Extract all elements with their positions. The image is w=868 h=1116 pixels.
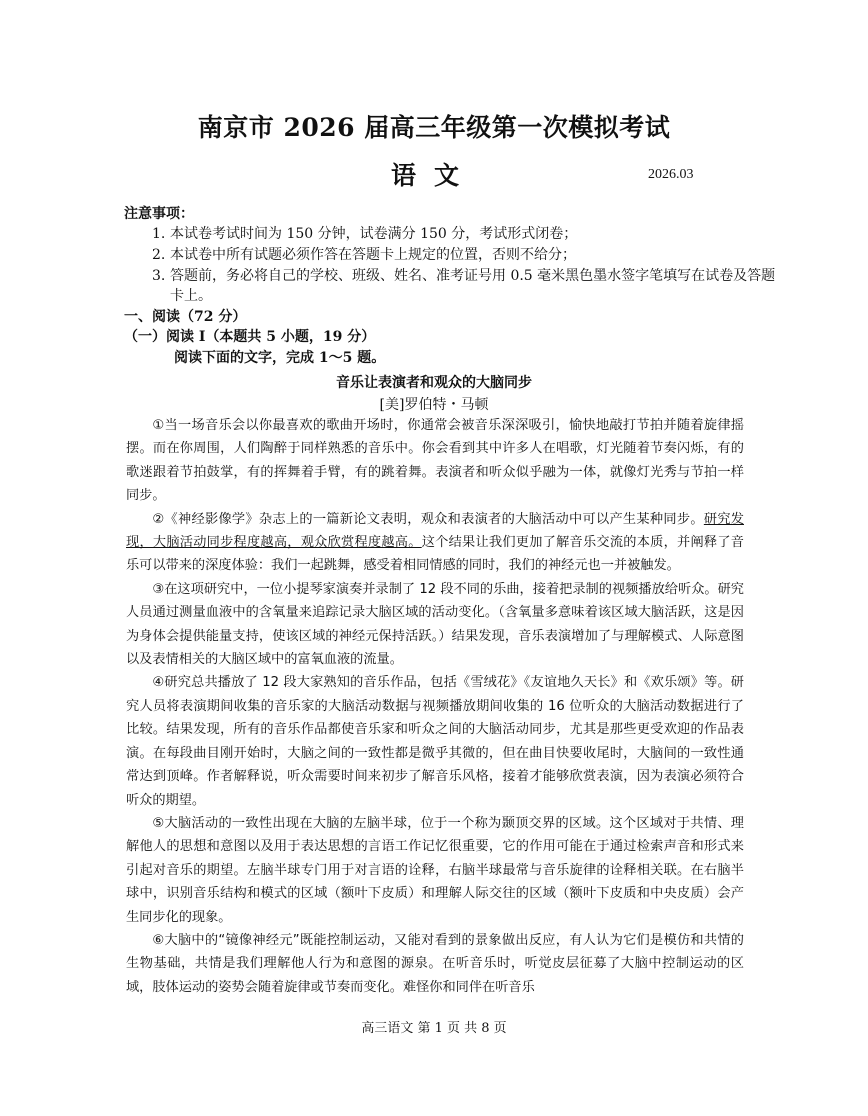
paragraph-1: ①当一场音乐会以你最喜欢的歌曲开场时，你通常会被音乐深深吸引，愉快地敲打节拍并随着旋律摇摆。而在你周围，人们陶醉于同样熟悉的音乐中。你会看到其中许多人在唱歌，灯光随着节奏闪烁，有的歌迷跟着节拍鼓掌，有的挥舞着手臂，有的跳着舞。表演者和听众似乎融为一体，就像灯光秀与节拍一样同步。 xyxy=(126,418,744,504)
paragraph-6: ⑥大脑中的“镜像神经元”既能控制运动，又能对看到的景象做出反应，有人认为它们是模仿和共情的生物基础，共情是我们理解他人行为和意图的源泉。在听音乐时，听觉皮层征募了大脑中控制运动的区域，肢体运动的姿势会随着旋律或节奏而变化。难怪你和同伴在听音乐 xyxy=(126,932,744,995)
article-body xyxy=(126,414,744,999)
notice-item xyxy=(152,245,792,265)
notice-item xyxy=(152,224,792,244)
underlined-sentence: 研究发现，大脑活动同步程度越高，观众欣赏程度越高。 xyxy=(126,511,744,551)
notice-text: 答题前，务必将自己的学校、班级、姓名、准考证号用 0.5 毫米黑色墨水签字笔填写在试卷及答题卡上。 xyxy=(170,268,776,304)
paragraph-5: ⑤大脑活动的一致性出现在大脑的左脑半球，位于一个称为颞顶交界的区域。这个区域对于共情、理解他人的思想和意图以及用于表达思想的言语工作记忆很重要，它的作用可能在于通过检索声音和形式来引起对音乐的期望。左脑半球专门用于对言语的诠释，右脑半球最常与音乐旋律的诠释相关联。在右脑半球中，识别音乐结构和模式的区域（额叶下皮质）和理解人际交往的区域（额叶下皮质和中央皮质）会产生同步化的现象。 xyxy=(126,815,744,925)
paragraph-2-end: 这个结果让我们更加了解音乐交流的本质，并阐释了音乐可以带来的深度体验：我们一起跳舞，感受着相同情感的同时，我们的神经元也一并被触发。 xyxy=(126,535,744,574)
paragraph-2 xyxy=(126,508,744,578)
article-title: 音乐让表演者和观众的大脑同步 xyxy=(336,375,532,391)
subsection-heading: （一）阅读 Ⅰ（本题共 5 小题，19 分） xyxy=(124,329,376,345)
section-heading: 一、阅读（72 分） xyxy=(124,309,247,325)
exam-title: 南京市 2026 届高三年级第一次模拟考试 xyxy=(197,113,671,142)
notice-heading: 注意事项： xyxy=(124,206,194,222)
notice-number: 2. xyxy=(152,247,166,263)
article-author: [美]罗伯特・马顿 xyxy=(379,397,489,413)
reading-instruction: 阅读下面的文字，完成 1～5 题。 xyxy=(174,350,386,366)
exam-date: 2026.03 xyxy=(648,167,694,182)
notice-item xyxy=(152,266,782,306)
paragraph-3: ③在这项研究中，一位小提琴家演奏并录制了 12 段不同的乐曲，接着把录制的视频播放给听众。研究人员通过测量血液中的含氧量来追踪记录大脑区域的活动变化。（含氧量多意味着该区域大脑活跃，这是因为身体会提供能量支持，使该区域的神经元保持活跃。）结果发现，音乐表演增加了与理解模式、人际意图以及表情相关的大脑区域中的富氧血液的流量。 xyxy=(126,581,744,668)
notice-number: 1. xyxy=(152,226,166,242)
subject-title: 语文 xyxy=(390,161,477,190)
paragraph-2-start: ②《神经影像学》杂志上的一篇新论文表明，观众和表演者的大脑活动中可以产生某种同步。 xyxy=(152,511,704,527)
notice-number: 3. xyxy=(152,268,166,284)
page-footer: 高三语文 第 1 页 共 8 页 xyxy=(361,1021,507,1036)
notice-text: 本试卷中所有试题必须作答在答题卡上规定的位置，否则不给分； xyxy=(170,247,576,263)
notice-text: 本试卷考试时间为 150 分钟，试卷满分 150 分，考试形式闭卷； xyxy=(170,226,578,242)
paragraph-4: ④研究总共播放了 12 段大家熟知的音乐作品，包括《雪绒花》《友谊地久天长》和《欢乐颂》等。研究人员将表演期间收集的音乐家的大脑活动数据与视频播放期间收集的 16 位听众的大脑活动数据进行了比较。结果发现，所有的音乐作品都使音乐家和听众之间的大脑活动同步，尤其是那些更受欢迎的作品表演。在每段曲目刚开始时，大脑之间的一致性都是微乎其微的，但在曲目快要收尾时，大脑间的一致性通常达到顶峰。作者解释说，听众需要时间来初步了解音乐风格，接着才能够欣赏表演，因为表演必须符合听众的期望。 xyxy=(126,675,744,808)
